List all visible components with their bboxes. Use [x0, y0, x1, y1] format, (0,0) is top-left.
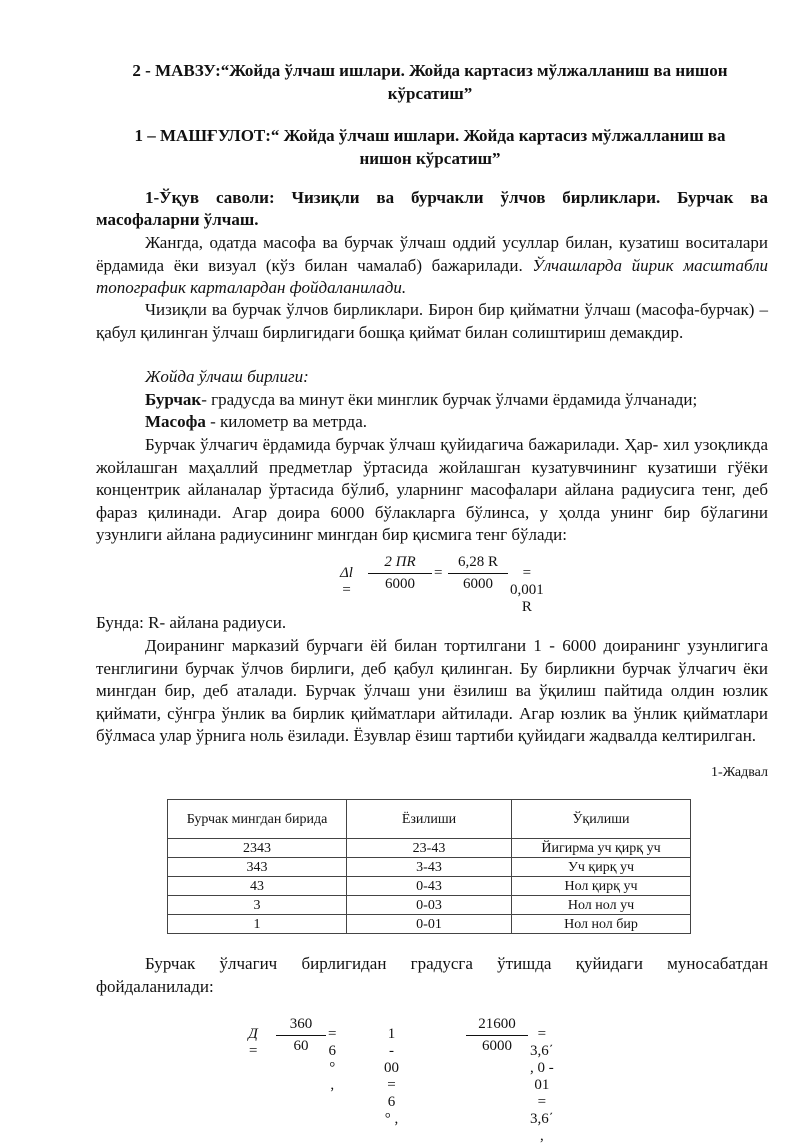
angle-notation-table — [167, 799, 691, 934]
table-cell: 43 — [168, 877, 347, 896]
paragraph-conversion: Бурчак ўлчагич бирлигидан градусга ўтишда қуйидаги муносабатдан фойдаланилади: — [96, 954, 768, 996]
table-cell: Нол нол бир — [512, 915, 691, 934]
table-row — [168, 858, 691, 877]
formula2-part1: = 6 ° , — [328, 1026, 337, 1093]
header-read: Ўқилиши — [512, 800, 691, 839]
formula1-den1: 6000 — [385, 576, 415, 592]
table-caption: 1-Жадвал — [711, 765, 768, 780]
formula2-den1: 60 — [293, 1038, 309, 1054]
paragraph-intro-text: Жангда, одатда масофа ва бурчак ўлчаш оддий усуллар билан, кузатиш воситалари ёрдамида ёки визуал (кўз билан чамалаб) бажарилади. — [96, 233, 768, 275]
lesson-title-line2: нишон кўрсатиш” — [359, 149, 501, 168]
paragraph-intro-italic: Ўлчашларда йирик масштабли топографик карталардан фойдаланилади. — [96, 255, 768, 297]
table-cell: Нол нол уч — [512, 896, 691, 915]
topic-title-line2: кўрсатиш” — [387, 84, 473, 103]
radius-note: Бунда: R- айлана радиуси. — [96, 613, 287, 632]
lesson-title-line1: 1 – МАШҒУЛОТ:“ Жойда ўлчаш ишлари. Жойда картасиз мўлжалланиш ва — [134, 126, 726, 145]
formula1-rhs: = 0,001 R — [510, 565, 544, 615]
paragraph-measurement: Бурчак ўлчагич ёрдамида бурчак ўлчаш қуйидагича бажарилади. Ҳар- хил узоқликда жойлашган маҳаллий предметлар ўртасида жойлашган кузатувчининг кузатиши гўёки концентрик айланалар ўртасида бўлиб, уларнинг масофалари айлана радиусига тенг, деб фараз қилинади. Агар доира 6000 бўлакларга бўлинса, у ҳолда унинг бир бўлагини узунлиги айлана радиусининг мингдан бир қисмига тенг бўлади: — [96, 435, 768, 544]
formula1-bar1 — [368, 573, 432, 574]
table-row — [168, 896, 691, 915]
distance-term: Масофа — [145, 412, 206, 431]
formula2-bar2 — [466, 1035, 528, 1036]
topic-title-line1: 2 - МАВЗУ:“Жойда ўлчаш ишлари. Жойда картасиз мўлжалланиш ва нишон — [132, 61, 728, 80]
formula2-num2: 21600 — [478, 1016, 516, 1032]
paragraph-intro — [96, 232, 768, 300]
distance-definition — [96, 411, 768, 434]
study-question-line2: масофаларни ўлчаш. — [96, 210, 259, 229]
formula1-den2: 6000 — [463, 576, 493, 592]
table-cell: 0-43 — [347, 877, 512, 896]
distance-def: - километр ва метрда. — [205, 412, 367, 431]
formula1-num1: 2 ΠR — [384, 554, 416, 570]
table-cell: 1 — [168, 915, 347, 934]
paragraph-thousandth: Доиранинг марказий бурчаги ёй билан тортилгани 1 - 6000 доиранинг узунлигига тенглигини бурчак ўлчов бирлиги, деб қабул қилинган. Бу бирликни бурчак ўлчагич ёки мингдан бир, деб аталади. Бурчак ўлчаш уни ёзилиш ва ўқилиш пайтида олдин юзлик қиймати, сўнгра ўнлик ва бирлик қийматлари айтилади. Агар юзлик ва ўнлик қийматлари бўлмаса улар ўрнига ноль ёзилади. Ёзувлар ёзиш тартиби қуйидаги жадвалда келтирилган. — [96, 636, 768, 745]
table-row — [168, 877, 691, 896]
table-cell: Йигирма уч қирқ уч — [512, 839, 691, 858]
table-cell: 0-03 — [347, 896, 512, 915]
formula1-eq: = — [434, 565, 443, 581]
table-cell: 3-43 — [347, 858, 512, 877]
table-cell: 343 — [168, 858, 347, 877]
angle-definition — [96, 389, 768, 412]
table-cell: 23-43 — [347, 839, 512, 858]
formula2-den2: 6000 — [482, 1038, 512, 1054]
paragraph-units: Чизиқли ва бурчак ўлчов бирликлари. Бирон бир қийматни ўлчаш (масофа-бурчак) – қабул қилинган ўлчаш бирлигидаги бошқа қиймат билан солиштириш демакдир. — [96, 300, 768, 342]
formula1-bar2 — [448, 573, 508, 574]
formula2-part3: = 3,6΄ , 0 - 01 = 3,6΄ , — [530, 1026, 554, 1144]
formula1-lhs: Δl = — [340, 565, 353, 598]
formula1-num2: 6,28 R — [457, 554, 498, 570]
angle-term: Бурчак — [145, 390, 202, 409]
table-row — [168, 915, 691, 934]
formula2-bar1 — [276, 1035, 326, 1036]
table-cell: Уч қирқ уч — [512, 858, 691, 877]
formula2-lhs: Д = — [248, 1026, 259, 1059]
header-angle-thousandths: Бурчак мингдан бирида — [168, 800, 347, 839]
table-header-row — [168, 800, 691, 839]
table-cell: 2343 — [168, 839, 347, 858]
header-written: Ёзилиши — [347, 800, 512, 839]
table-cell: 0-01 — [347, 915, 512, 934]
table-cell: Нол қирқ уч — [512, 877, 691, 896]
formula2-num1: 360 — [289, 1016, 313, 1032]
table-cell: 3 — [168, 896, 347, 915]
formula2-part2: 1 - 00 = 6 ° , — [384, 1026, 399, 1127]
table-row — [168, 839, 691, 858]
study-question-line1: 1-Ўқув саволи: Чизиқли ва бурчакли ўлчов бирликлари. Бурчак ва — [145, 188, 768, 207]
unit-heading: Жойда ўлчаш бирлиги: — [145, 367, 309, 386]
angle-def: - градусда ва минут ёки минглик бурчак ўлчами ёрдамида ўлчанади; — [201, 390, 698, 409]
